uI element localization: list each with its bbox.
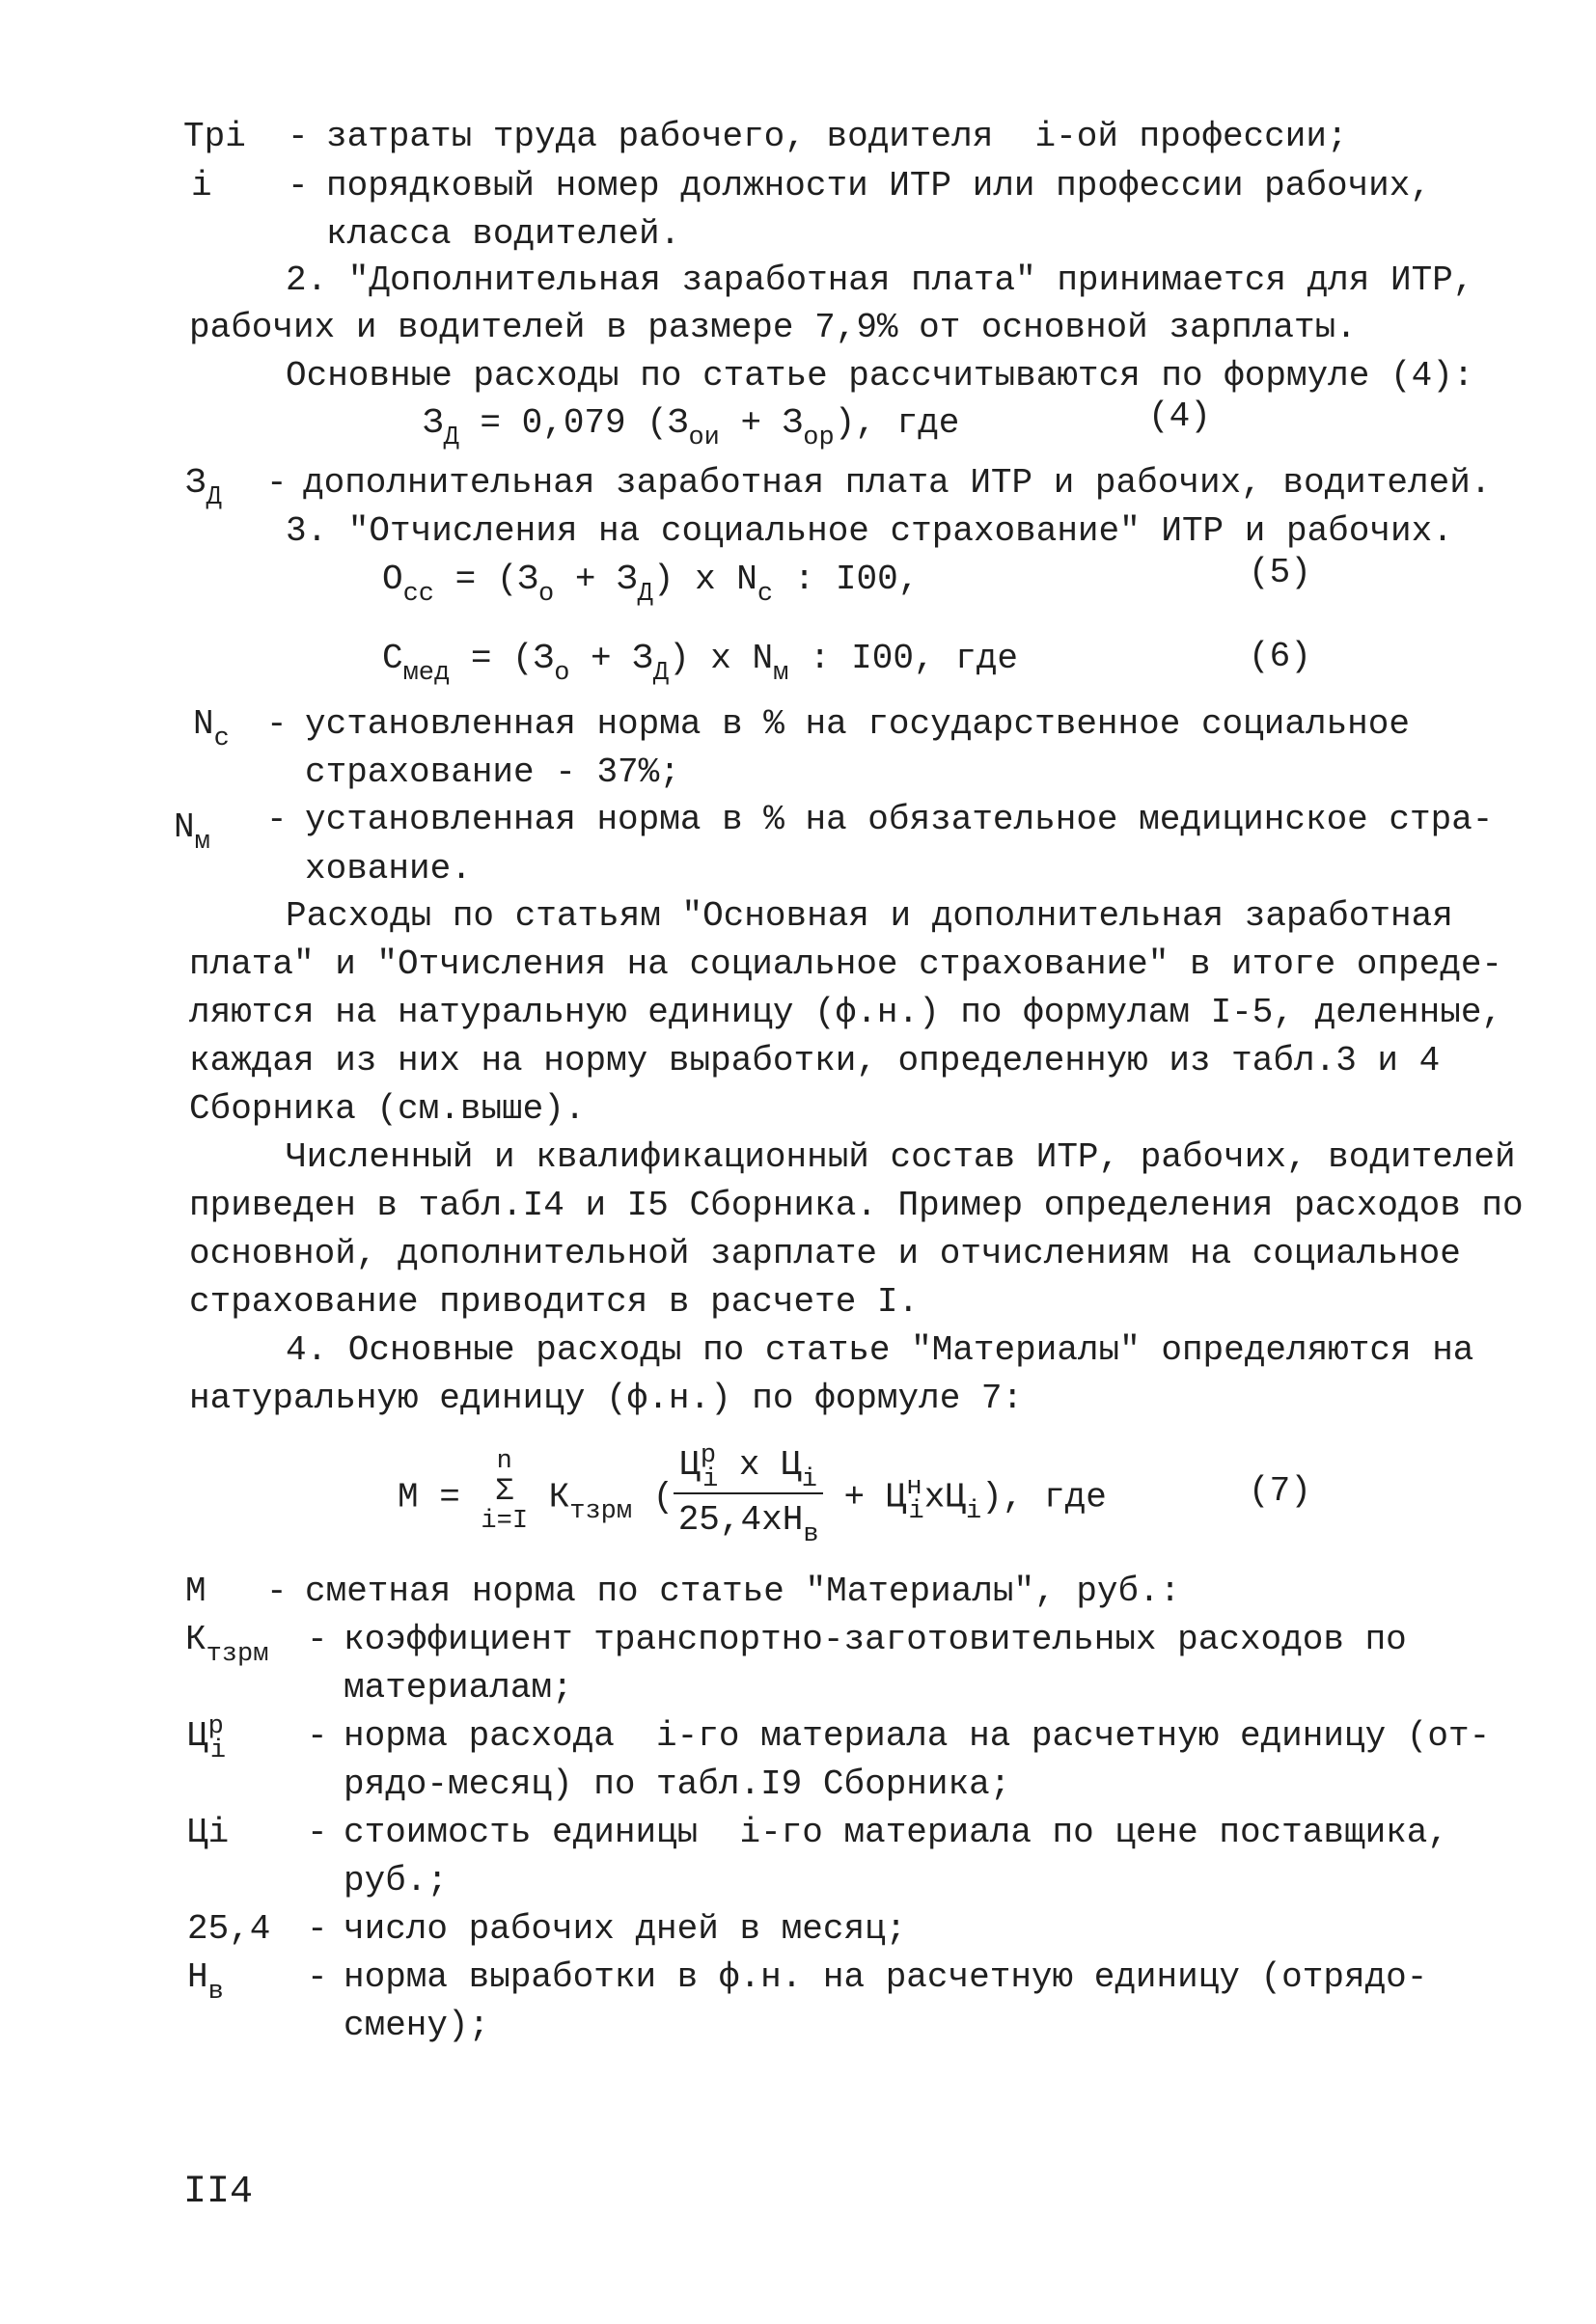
def-sym-i: i <box>191 166 212 205</box>
formula-5-b: + З <box>554 560 638 599</box>
def-text-tpi: затраты труда рабочего, водителя i-ой профессии; <box>326 117 1348 156</box>
def-sym-nc <box>193 704 230 753</box>
plus-sub: i <box>908 1497 924 1527</box>
def-dash: - <box>266 463 288 503</box>
para-2-line-3: Основные расходы по статье рассчитываются по формуле (4): <box>286 356 1474 396</box>
formula-7-k: К <box>548 1477 570 1517</box>
formula-6 <box>382 639 1018 688</box>
para-rashody-line-1: Расходы по статьям "Основная и дополнительная заработная <box>286 896 1453 936</box>
para-rashody-line-5: Сборника (см.выше). <box>189 1089 586 1129</box>
sum-lower-limit: i=I <box>481 1506 529 1536</box>
def-sym-ktzrm <box>185 1620 269 1669</box>
num-a-sup: р <box>700 1441 717 1470</box>
def-sym-cp-sup: р <box>207 1712 224 1741</box>
formula-5-number: (5) <box>1249 553 1311 592</box>
def-sym-nm <box>174 807 210 857</box>
def-dash: - <box>266 800 288 839</box>
sum-symbol: Σ <box>495 1473 514 1509</box>
def-text-nm: установленная норма в % на обязательное медицинское стра- <box>305 800 1494 839</box>
def-dash: - <box>307 1620 328 1659</box>
def-sym-zd-sub: Д <box>206 483 222 512</box>
def-text-i-cont: класса водителей. <box>326 214 681 254</box>
para-chisl-line-2: приведен в табл.I4 и I5 Сборника. Пример определения расходов по <box>189 1186 1524 1225</box>
sum-operator <box>481 1448 528 1535</box>
para-4-line-2: натуральную единицу (ф.н.) по формуле 7: <box>189 1379 1024 1418</box>
formula-7-number: (7) <box>1249 1471 1311 1511</box>
formula-5-d: : I00, <box>773 560 920 599</box>
para-2-line-2: рабочих и водителей в размере 7,9% от основной зарплаты. <box>189 308 1357 347</box>
formula-7-lhs: М = <box>398 1477 460 1517</box>
def-text-ktzrm-cont: материалам; <box>344 1668 573 1708</box>
formula-4-number: (4) <box>1148 396 1211 436</box>
def-sym-m: М <box>185 1572 206 1611</box>
formula-6-a: = (З <box>450 639 555 678</box>
formula-6-s1: о <box>554 659 570 688</box>
def-dash: - <box>307 1813 328 1852</box>
def-text-25-4: число рабочих дней в месяц; <box>344 1909 907 1949</box>
def-sym-tpi: Трi <box>183 117 246 156</box>
formula-6-lhs: С <box>382 639 403 678</box>
page-number: II4 <box>183 2171 254 2214</box>
num-b-sub: i <box>801 1465 817 1494</box>
formula-6-lhs-sub: мед <box>402 659 451 688</box>
plus-sup: н <box>906 1473 922 1503</box>
fraction-numerator <box>674 1443 823 1494</box>
formula-6-c: ) x N <box>669 639 774 678</box>
def-sym-nm-main: N <box>174 807 195 847</box>
def-sym-nc-sub: с <box>213 725 230 753</box>
formula-5-s3: с <box>757 580 774 609</box>
formula-4-lhs: З <box>423 403 444 443</box>
formula-7-k-sub: тзрм <box>569 1497 633 1527</box>
def-dash: - <box>266 1572 288 1611</box>
formula-5-c: ) x N <box>652 560 757 599</box>
def-sym-ci: Цi <box>187 1813 230 1852</box>
def-sym-zd-main: З <box>185 463 206 503</box>
def-dash: - <box>307 1909 328 1949</box>
def-text-ci-cont: руб.; <box>344 1861 449 1900</box>
def-text-ktzrm: коэффициент транспортно-заготовительных расходов по <box>344 1620 1407 1659</box>
formula-4-sub-oi: ои <box>688 424 720 452</box>
formula-7-open-paren: ( <box>632 1477 674 1517</box>
fraction-denominator <box>674 1494 823 1549</box>
para-2-line-1: 2. "Дополнительная заработная плата" принимается для ИТР, <box>286 260 1474 300</box>
formula-5-s2: Д <box>637 580 653 609</box>
den-a: 25,4xН <box>677 1499 804 1540</box>
formula-6-s3: м <box>773 659 789 688</box>
num-a: Ц <box>679 1445 701 1485</box>
formula-7 <box>398 1441 1107 1549</box>
def-sym-nm-sub: м <box>194 828 210 857</box>
def-sym-hv <box>187 1957 224 2007</box>
def-text-nm-cont: хование. <box>305 849 472 889</box>
def-text-i: порядковый номер должности ИТР или профессии рабочих, <box>326 166 1431 205</box>
formula-5-lhs: О <box>382 560 403 599</box>
para-rashody-line-3: ляются на натуральную единицу (ф.н.) по формулам I-5, деленные, <box>189 993 1503 1032</box>
formula-7-tail-a: xЦ <box>923 1477 966 1517</box>
para-rashody-line-4: каждая из них на норму выработки, определенную из табл.3 и 4 <box>189 1041 1441 1080</box>
num-b: x Ц <box>718 1445 802 1485</box>
def-sym-nc-main: N <box>193 704 214 744</box>
formula-5 <box>382 560 920 609</box>
formula-4-sub-or: ор <box>803 424 835 452</box>
para-rashody-line-2: плата" и "Отчисления на социальное страхование" в итоге опреде- <box>189 944 1503 984</box>
formula-4-lhs-sub: Д <box>443 424 459 452</box>
def-text-m: сметная норма по статье "Материалы", руб.: <box>305 1572 1181 1611</box>
def-sym-ktzrm-sub: тзрм <box>206 1640 269 1669</box>
para-chisl-line-1: Численный и квалификационный состав ИТР, рабочих, водителей <box>286 1137 1516 1177</box>
formula-4 <box>423 403 960 452</box>
def-text-hv: норма выработки в ф.н. на расчетную единицу (отрядо- <box>344 1957 1428 1997</box>
def-text-ci: стоимость единицы i-го материала по цене поставщика, <box>344 1813 1448 1852</box>
formula-6-s2: Д <box>652 659 670 688</box>
sum-upper-limit: n <box>496 1446 512 1476</box>
def-sym-hv-sub: в <box>207 1978 224 2007</box>
para-3-line-1: 3. "Отчисления на социальное страхование" ИТР и рабочих. <box>286 511 1453 551</box>
formula-4-tail: ), где <box>834 403 960 443</box>
def-dash: - <box>288 166 309 205</box>
para-4-line-1: 4. Основные расходы по статье "Материалы" определяются на <box>286 1330 1474 1370</box>
formula-5-s1: о <box>538 580 555 609</box>
def-dash: - <box>307 1716 328 1756</box>
def-sym-cp-sub: i <box>209 1736 227 1765</box>
formula-5-lhs-sub: сс <box>402 580 435 609</box>
def-text-zd: дополнительная заработная плата ИТР и рабочих, водителей. <box>303 463 1492 503</box>
den-a-sub: в <box>803 1519 819 1549</box>
def-sym-cp <box>187 1712 227 1765</box>
formula-7-tail-sub: i <box>965 1497 982 1527</box>
formula-5-a: = (З <box>434 560 539 599</box>
para-chisl-line-4: страхование приводится в расчете I. <box>189 1282 920 1322</box>
def-dash: - <box>288 117 309 156</box>
formula-4-plus: + З <box>719 403 804 443</box>
formula-6-number: (6) <box>1249 637 1311 676</box>
def-sym-zd <box>185 463 222 512</box>
def-sym-cp-main: Ц <box>187 1716 208 1756</box>
def-sym-hv-main: Н <box>187 1957 208 1997</box>
def-text-nc: установленная норма в % на государственное социальное <box>305 704 1410 744</box>
formula-6-b: + З <box>569 639 653 678</box>
def-text-cp-cont: рядо-месяц) по табл.I9 Сборника; <box>344 1764 1011 1804</box>
num-a-sub: i <box>702 1465 719 1494</box>
para-chisl-line-3: основной, дополнительной зарплате и отчислениям на социальное <box>189 1234 1461 1273</box>
def-dash: - <box>307 1957 328 1997</box>
def-sym-25-4: 25,4 <box>187 1909 271 1949</box>
formula-7-fraction <box>674 1441 823 1549</box>
formula-7-plus: + Ц <box>822 1477 907 1517</box>
def-text-cp: норма расхода i-го материала на расчетную единицу (от- <box>344 1716 1491 1756</box>
formula-7-tail-b: ), где <box>981 1477 1107 1517</box>
def-text-hv-cont: смену); <box>344 2006 490 2045</box>
def-dash: - <box>266 704 288 744</box>
def-text-nc-cont: страхование - 37%; <box>305 752 680 792</box>
formula-6-d: : I00, где <box>788 639 1018 678</box>
formula-4-mid: = 0,079 (З <box>458 403 689 443</box>
def-sym-ktzrm-main: К <box>185 1620 206 1659</box>
